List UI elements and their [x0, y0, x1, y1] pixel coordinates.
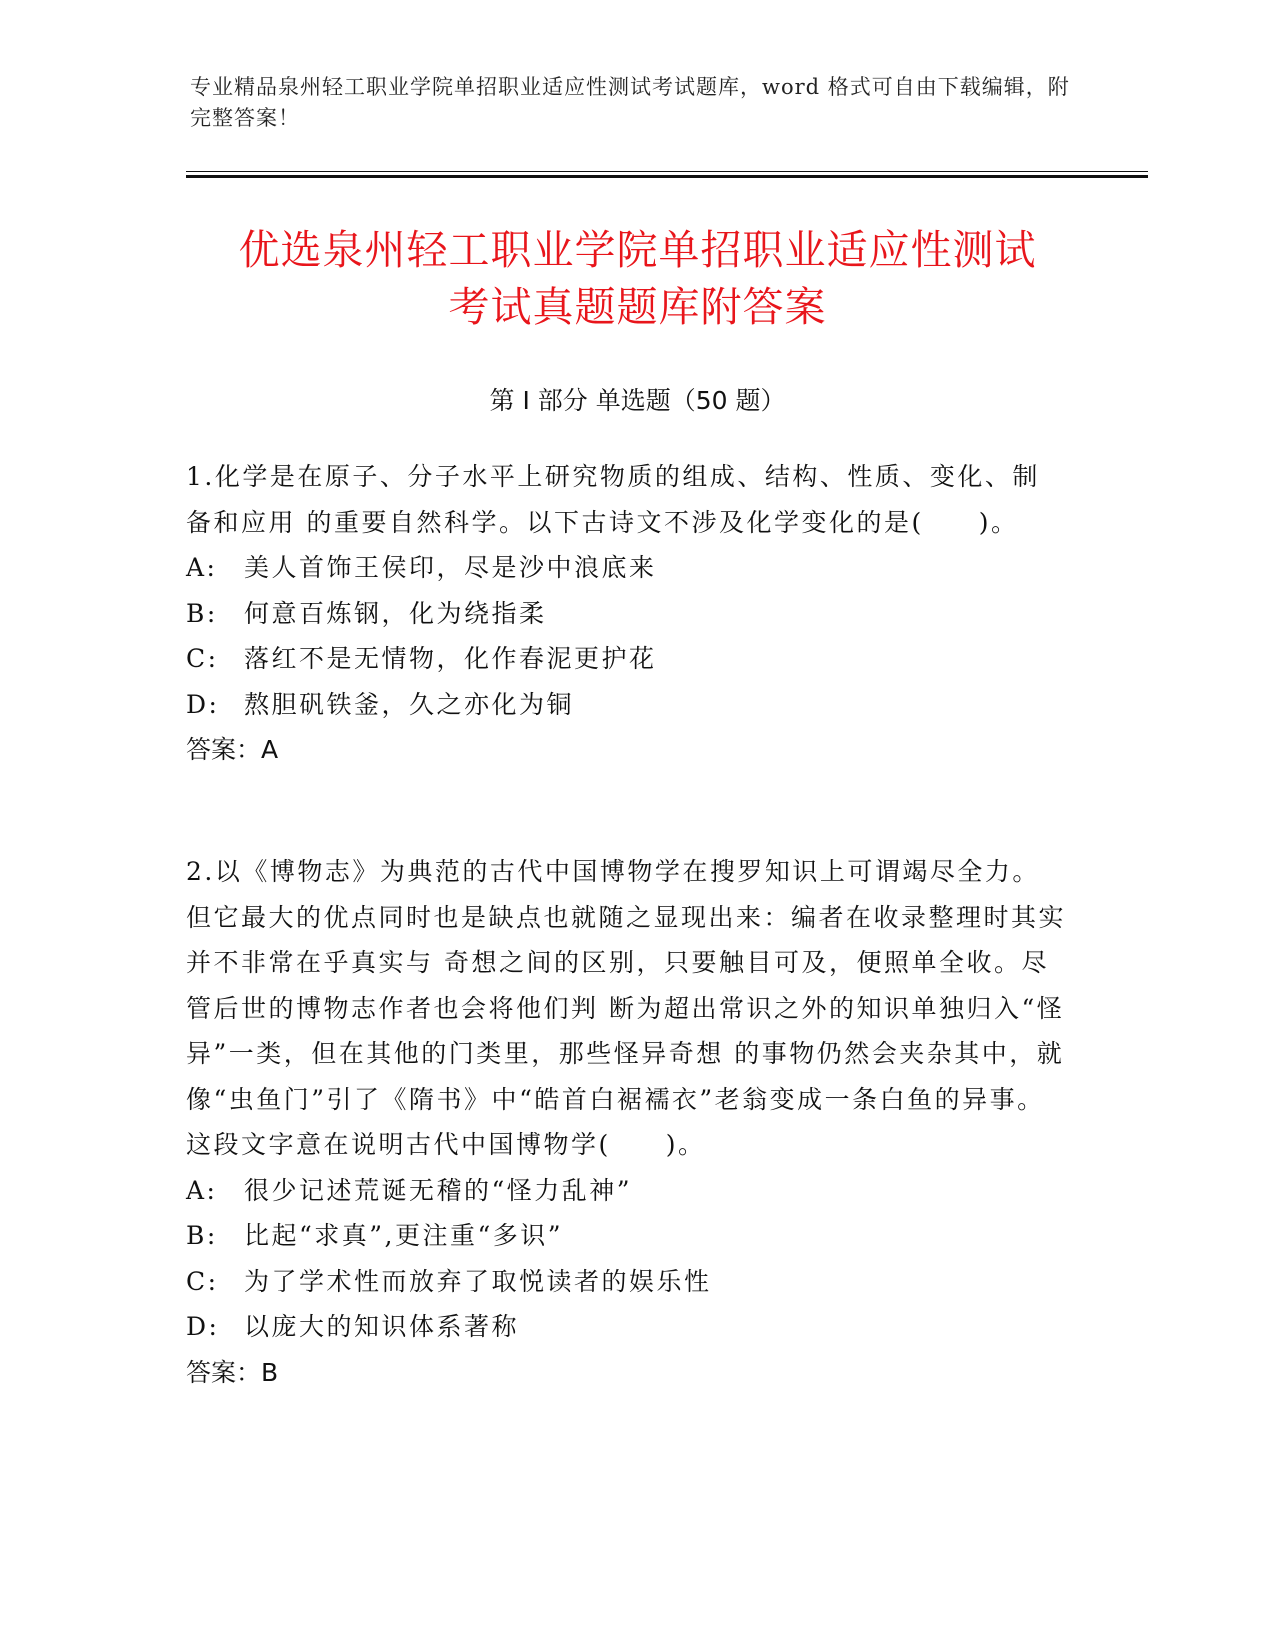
option-c	[186, 1259, 1066, 1305]
answer-value: B	[261, 1357, 279, 1387]
option-letter: B:	[186, 598, 218, 628]
option-d	[186, 1304, 1066, 1350]
question-2	[186, 849, 1066, 1395]
option-b	[186, 591, 1066, 637]
option-letter: A:	[186, 553, 218, 582]
option-text: 很少记述荒诞无稽的“怪力乱神”	[244, 1175, 633, 1205]
option-b	[186, 1213, 1066, 1259]
option-letter: D:	[186, 689, 220, 719]
header-note: 专业精品泉州轻工职业学院单招职业适应性测试考试题库，word 格式可自由下载编辑，附完整答案！	[190, 75, 1070, 130]
header-rule-thick	[186, 175, 1148, 178]
question-1	[186, 454, 1066, 773]
answer-label: 答案：	[186, 1357, 262, 1387]
option-text: 为了学术性而放弃了取悦读者的娱乐性	[244, 1266, 712, 1296]
answer-line	[186, 1350, 1066, 1396]
question-stem: 1.化学是在原子、分子水平上研究物质的组成、结构、性质、变化、制备和应用 的重要自然科学。以下古诗文不涉及化学变化的是( )。	[186, 462, 1040, 537]
section-heading: 第 I 部分 单选题（50 题）	[489, 386, 786, 415]
answer-value: A	[261, 735, 279, 764]
question-stem: 2.以《博物志》为典范的古代中国博物学在搜罗知识上可谓竭尽全力。但它最大的优点同时也是缺点也就随之显现出来：编者在收录整理时其实并不非常在乎真实与 奇想之间的区别，只要触目可及，便照单全收。尽管后世的博物志作者也会将他们判 断为超出常识之外的知识单独归入“怪异”一类，但在其他的门类里，那些怪异奇想 的事物仍然会夹杂其中，就像“虫鱼门”引了《隋书》中“皓首白裾襦衣”老翁变成一条白鱼的异事。这段文字意在说明古代中国博物学( )。	[186, 857, 1067, 1159]
option-letter: B:	[186, 1221, 218, 1250]
answer-label: 答案：	[186, 735, 262, 764]
option-text: 以庞大的知识体系著称	[244, 1312, 520, 1341]
option-text: 熬胆矾铁釜，久之亦化为铜	[244, 689, 575, 719]
option-letter: C:	[186, 1266, 219, 1296]
document-title	[120, 222, 1155, 336]
option-a	[186, 545, 1066, 591]
option-letter: C:	[186, 644, 219, 673]
option-letter: D:	[186, 1312, 220, 1341]
option-text: 何意百炼钢，化为绕指柔	[244, 598, 547, 628]
document-title-line-1: 优选泉州轻工职业学院单招职业适应性测试	[238, 226, 1037, 274]
option-c	[186, 636, 1066, 682]
option-text: 落红不是无情物，化作春泥更护花	[244, 644, 657, 673]
option-letter: A:	[186, 1175, 218, 1205]
answer-line	[186, 727, 1066, 773]
option-text: 比起“求真”,更注重“多识”	[244, 1221, 564, 1250]
option-d	[186, 682, 1066, 728]
option-a	[186, 1168, 1066, 1214]
header-rule-thin	[186, 171, 1148, 172]
document-title-line-2: 考试真题题库附答案	[448, 283, 827, 331]
option-text: 美人首饰王侯印，尽是沙中浪底来	[244, 553, 657, 582]
